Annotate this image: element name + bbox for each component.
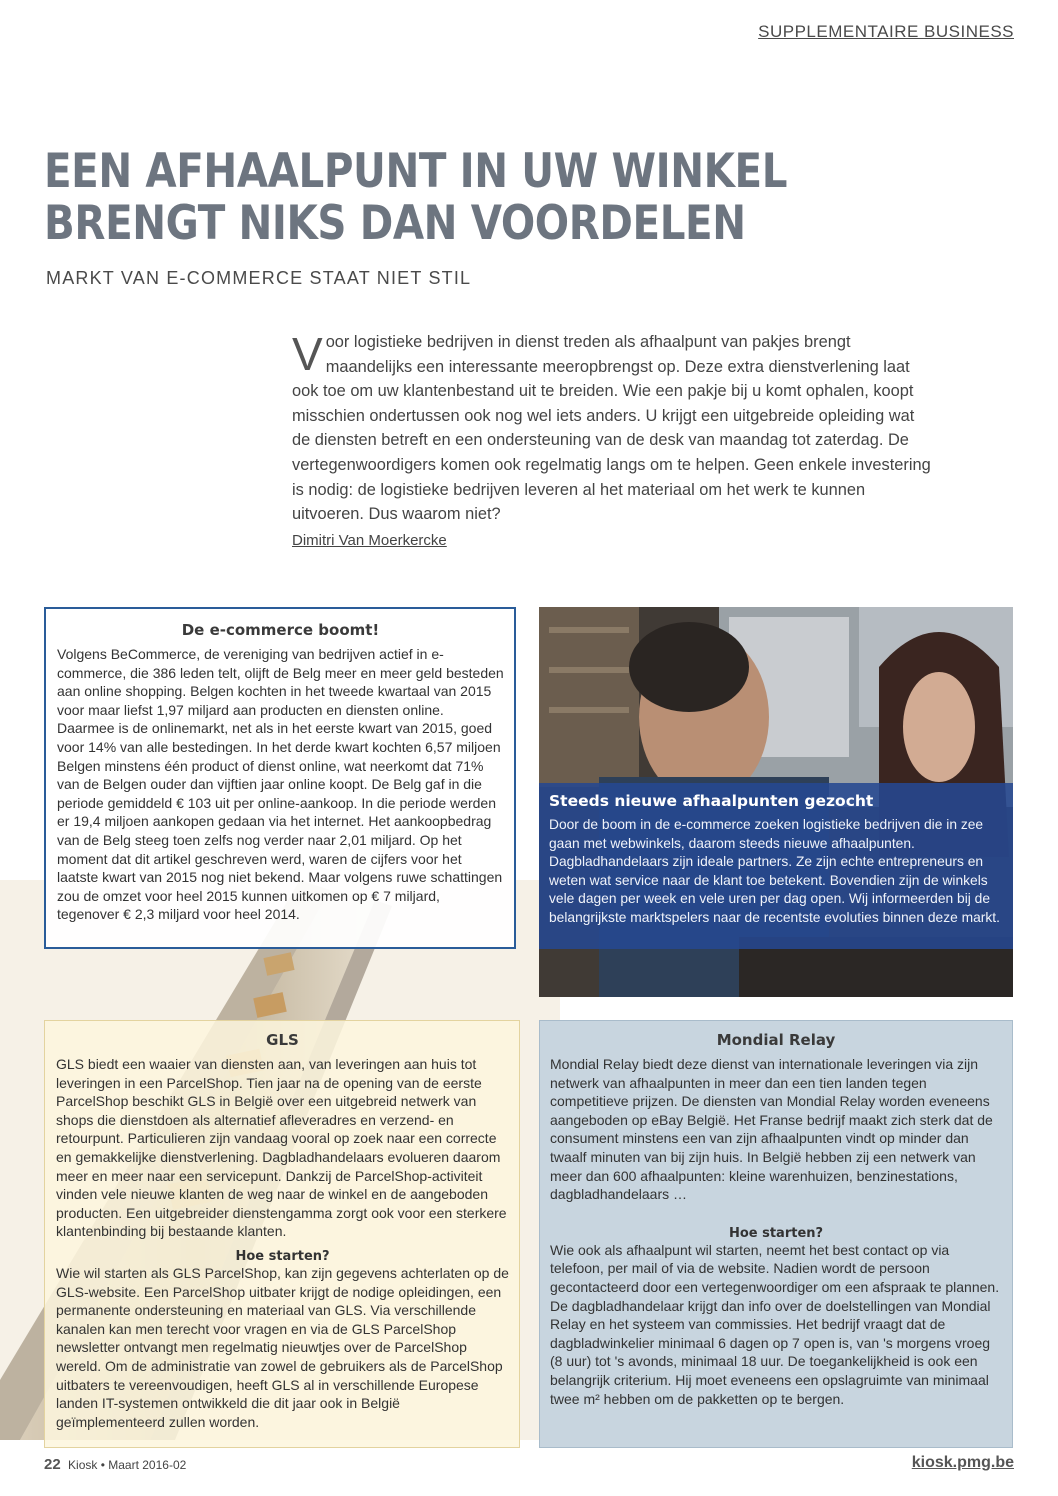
magazine-issue: Kiosk • Maart 2016-02: [68, 1458, 187, 1472]
mondial-box: [539, 1020, 1013, 1448]
gls-box-title: GLS: [266, 1031, 299, 1049]
drop-cap: V: [292, 328, 323, 380]
section-label: SUPPLEMENTAIRE BUSINESS: [758, 22, 1014, 41]
headline: [44, 146, 818, 250]
footer-page-info: [44, 1456, 186, 1473]
lead-paragraph: [292, 330, 932, 527]
mondial-box-title: Mondial Relay: [716, 1031, 836, 1049]
mondial-start-heading: Hoe starten?: [728, 1225, 824, 1241]
ecommerce-box-title: De e-commerce boomt!: [181, 621, 380, 639]
photo-caption-text: Door de boom in de e-commerce zoeken logistieke bedrijven die in zee gaan met webwinkels, daarom steeds nieuwe afhaalpunten. Dagbladhandelaars zijn ideale partners. Ze zijn echte entrepreneurs en weten wat service naar de klant toe betekent. Bovendien zijn de winkels vele dagen per week en vele uren per dag open. Wij informeerden bij de belangrijkste marktspelers naar de recentste evoluties binnen deze markt.: [549, 817, 1000, 925]
headline-line-2: BRENGT NIKS DAN VOORDELEN: [44, 196, 746, 251]
gls-start-heading: Hoe starten?: [235, 1248, 330, 1264]
lead-text: oor logistieke bedrijven in dienst treden als afhaalpunt van pakjes brengt maandelijks een interessante meeropbrengst op. Deze extra dienstverlening laat ook toe om uw klantenbestand uit te breiden. Wie een pakje bij u komt ophalen, koopt misschien ondertussen ook nog wel iets anders. U krijgt een uitgebreide opleiding wat de diensten betreft en een ondersteuning van de desk van maandag tot zaterdag. De vertegenwoordigers komen ook regelmatig langs om te helpen. Geen enkele investering is nodig: de logistieke bedrijven leveren al het materiaal om het werk te kunnen uitvoeren. Dus waarom niet?: [292, 333, 931, 524]
gls-box-text: GLS biedt een waaier van diensten aan, van leveringen aan huis tot leveringen in een ParcelShop. Tien jaar na de opening van de eerste ParcelShop beschikt GLS in België over een uitgebreid netwerk van shops die dienstdoen als alternatief afleveradres en verzend- en retourpunt. Particulieren zijn vandaag vooral op zoek naar een correcte en gemakkelijke dienstverlening. Dagbladhandelaars evolueren daarom meer en meer naar een servicepunt. Dankzij de ParcelShop-activiteit vinden vele nieuwe klanten de weg naar de winkel en de aangeboden producten. Een uitgebreider dienstengamma zorgt ook voor een sterkere klantenbinding bij bestaande klanten.: [56, 1056, 507, 1240]
byline: Dimitri Van Moerkercke: [292, 532, 447, 549]
photo-caption-title: Steeds nieuwe afhaalpunten gezocht: [549, 792, 874, 810]
footer-url-link[interactable]: kiosk.pmg.be: [911, 1454, 1014, 1471]
ecommerce-box: [44, 607, 516, 949]
gls-start-text: Wie wil starten als GLS ParcelShop, kan zijn gegevens achterlaten op de GLS-website. Een ParcelShop uitbater krijgt de nodige opleidingen, een permanente ondersteuning en materiaal van GLS. Via verschillende kanalen kan men terecht voor vragen en via de GLS ParcelShop newsletter ontvangt men regelmatig nieuwtjes over de ParcelShop wereld. Om de administratie van zowel de gebruikers als de ParcelShop uitbaters te vereenvoudigen, heeft GLS al in verschillende Europese landen IT-systemen ontwikkeld die dit jaar ook in België geïmplementeerd zullen worden.: [56, 1264, 509, 1430]
ecommerce-box-text: Volgens BeCommerce, de vereniging van bedrijven actief in e-commerce, die 386 leden telt, olijft de Belg meer en meer geld besteden aan online shopping. Belgen kochten in het tweede kwartaal van 2015 voor maar liefst 1,97 miljard aan producten en diensten online. Daarmee is de onlinemarkt, net als in het eerste kwart van 2015, goed voor 14% van alle bestedingen. In het derde kwart kochten 6,57 miljoen Belgen minstens één product of dienst online, wat neerkomt dat 71% van de Belgen ouder dan vijftien jaar online koopt. De Belg gaf in die periode gemiddeld € 103 uit per online-aankoop. In die periode werden er 19,4 miljoen aankopen gedaan via het internet. Het aankoopbedrag van de Belg steeg toen zelfs nog verder naar 2,01 miljard. Op het moment dat dit artikel geschreven werd, waren de cijfers voor het laatste kwart van 2015 nog niet bekend. Maar volgens ruwe schattingen zou de omzet voor heel 2015 kunnen uitkomen op € 7 miljard, tegenover € 2,3 miljard voor heel 2014.: [57, 646, 504, 923]
photo-caption: [539, 783, 1013, 949]
headline-line-1: EEN AFHAALPUNT IN UW WINKEL: [44, 144, 788, 199]
shop-photo: [539, 607, 1013, 997]
mondial-box-text: Mondial Relay biedt deze dienst van internationale leveringen via zijn netwerk van afhaalpunten in meer dan een tien landen tegen competitieve prijzen. De diensten van Mondial Relay worden eveneens aangeboden op eBay België. Het Franse bedrijf maakt zich sterk dat de consument minstens een van zijn afhaalpunten vindt op minder dan twaalf minuten van bij zijn huis. In België hebben zij een netwerk van meer dan 600 afhaalpunten: kleine warenhuizen, benzinestations, dagbladhandelaars …: [550, 1056, 993, 1203]
gls-box: [44, 1020, 520, 1448]
subtitle: MARKT VAN E-COMMERCE STAAT NIET STIL: [46, 268, 472, 288]
mondial-start-text: Wie ook als afhaalpunt wil starten, neemt het best contact op via telefoon, per mail of via de website. Nadien wordt de persoon gecontacteerd door een vertegenwoordiger om een afspraak te plannen. De dagbladhandelaar krijgt dan info over de doelstellingen van Mondial Relay en het systeem van commissies. Het bedrijf vraagt dat de dagbladwinkelier minimaal 6 dagen op 7 open is, van 's morgens vroeg (8 uur) tot 's avonds, minimaal 18 uur. De toegankelijkheid is ook een belangrijk criterium. Hij moet eveneens een opslagruimte van minimaal twee m² hebben om de pakketten op te bergen.: [550, 1241, 1000, 1407]
page-number: 22: [44, 1456, 61, 1473]
